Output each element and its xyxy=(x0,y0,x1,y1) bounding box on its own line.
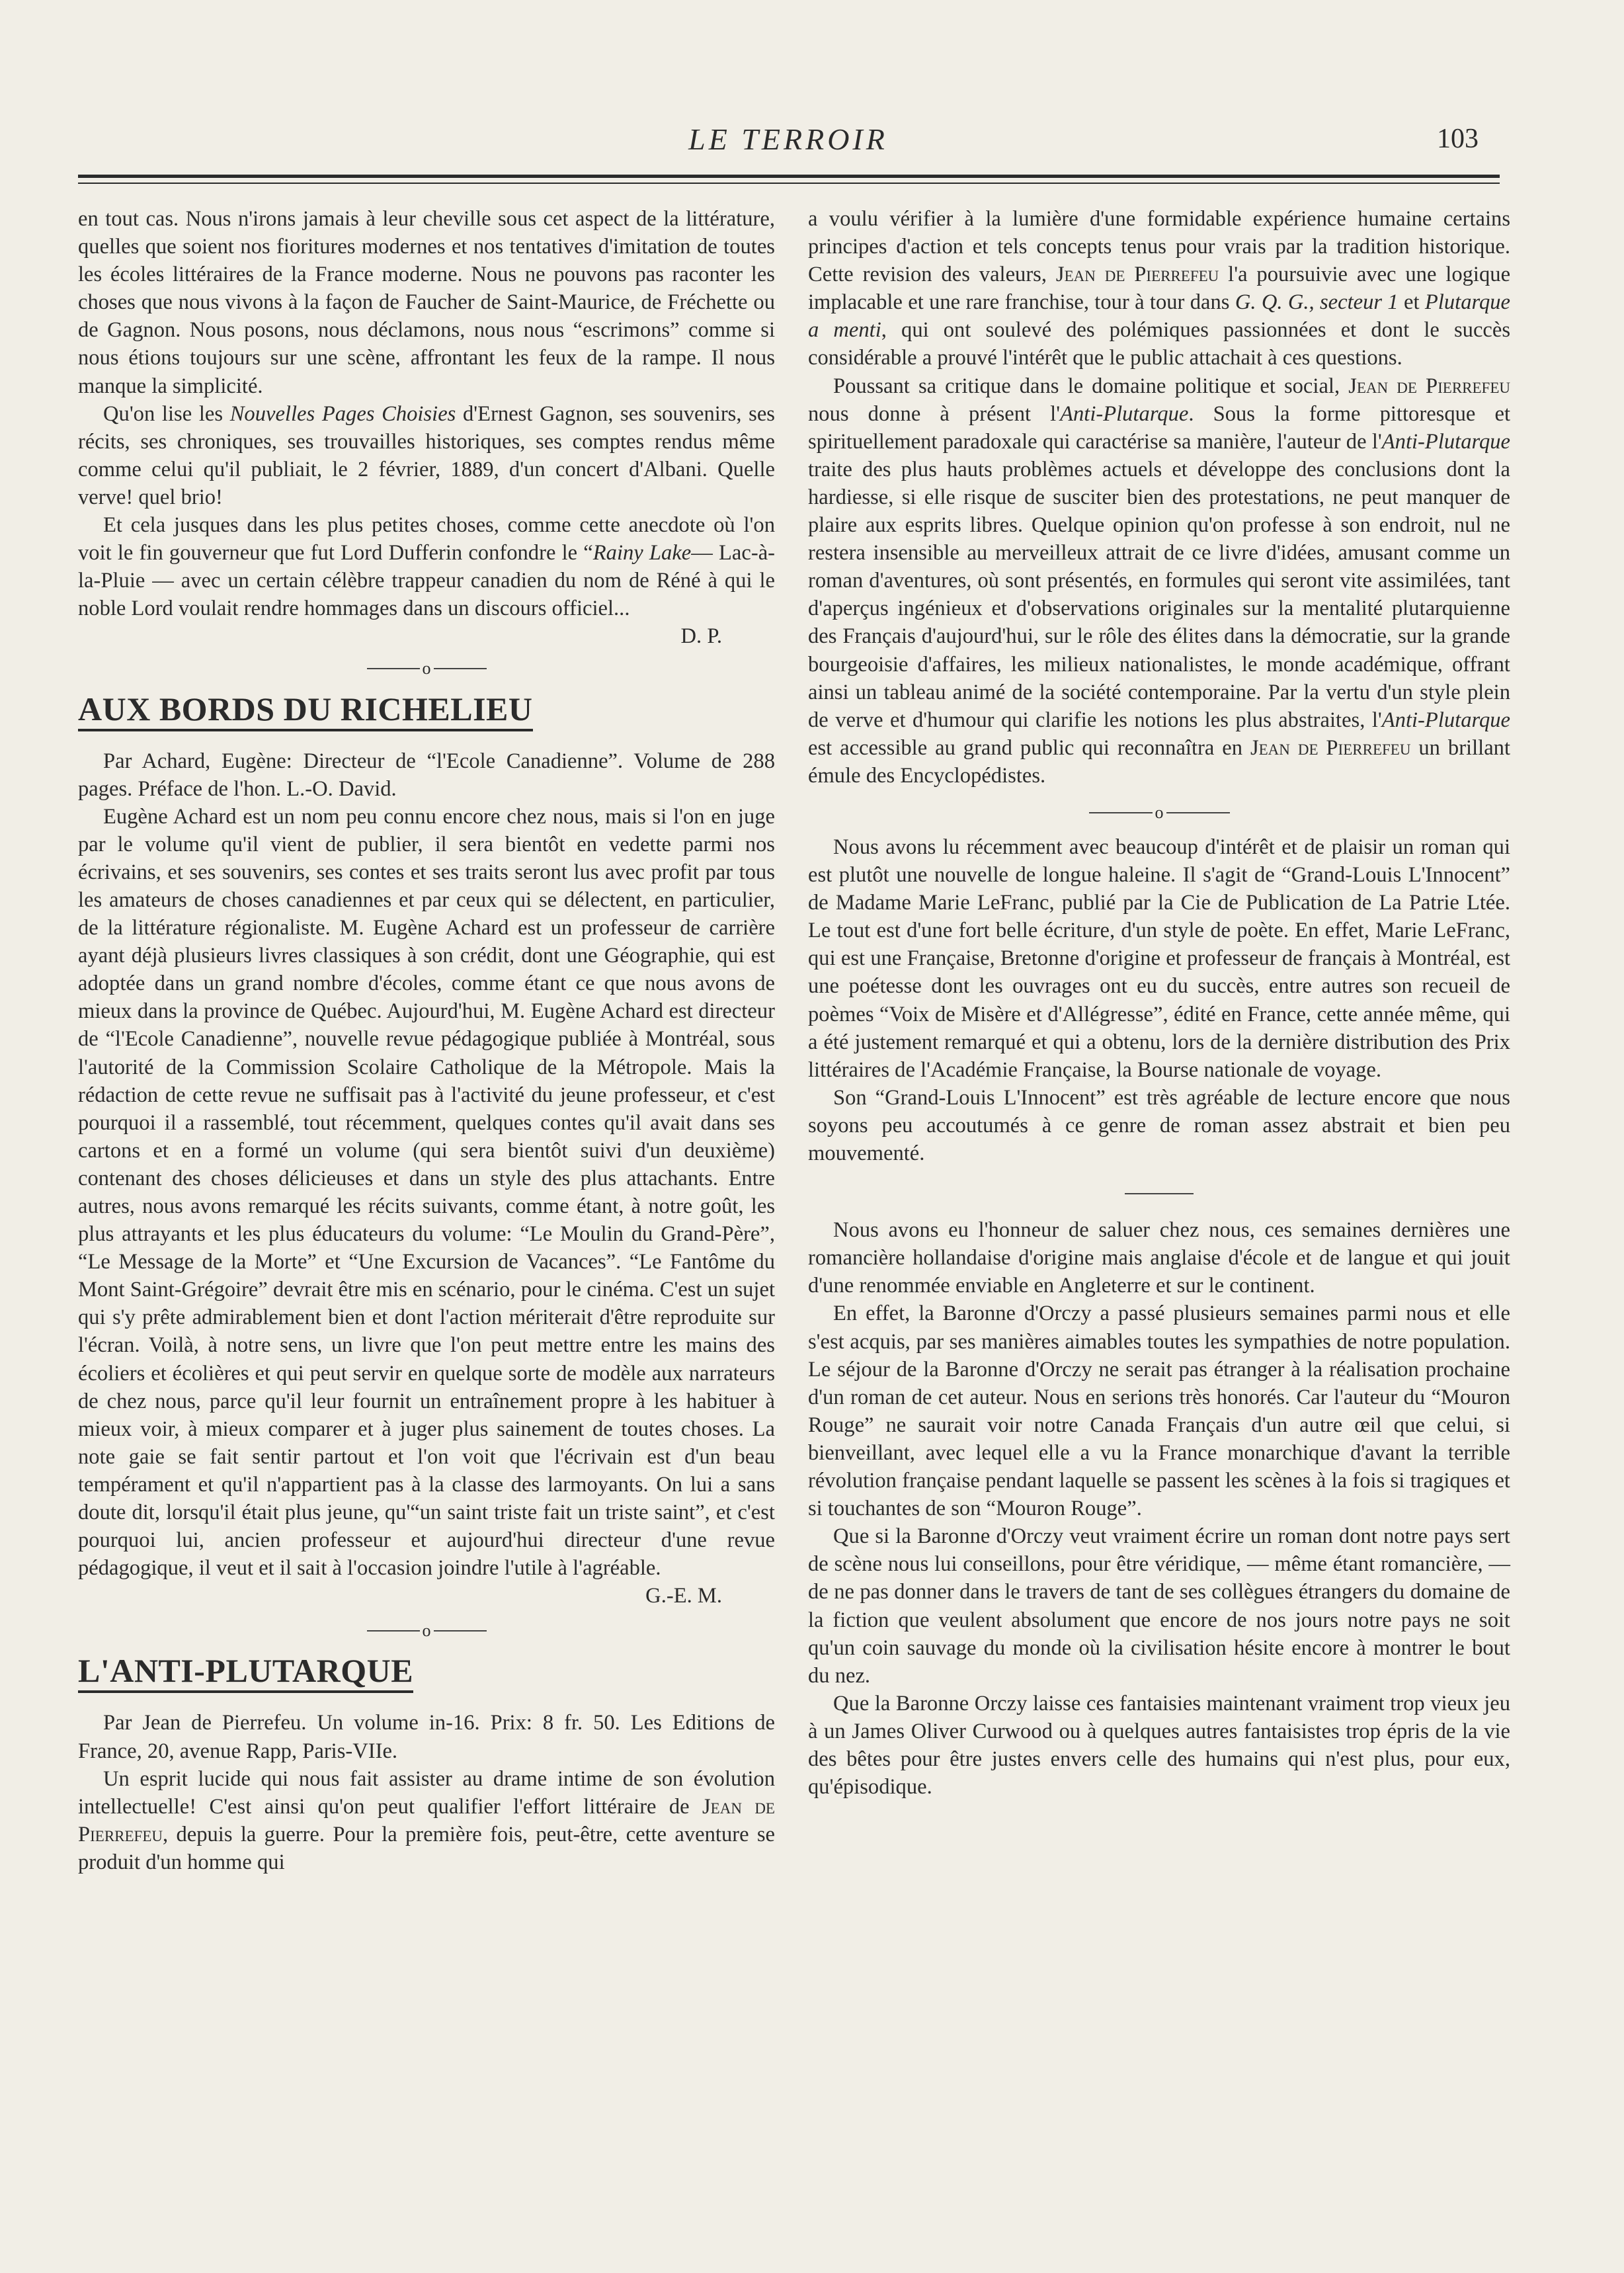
section-heading: AUX BORDS DU RICHELIEU xyxy=(78,690,533,731)
paragraph: Et cela jusques dans les plus petites choses, comme cette anecdote où l'on voit le fin gouverneur que fut Lord Dufferin confondre le “Rainy Lake— Lac-à-la-Pluie — avec un certain célèbre trappeur canadien du nom de Réné à qui le noble Lord voulait rendre hommages dans un discours officiel... xyxy=(78,513,776,621)
paragraph: Un esprit lucide qui nous fait assister au drame intime de son évolution intellectuelle! C'est ainsi qu'on peut qualifier l'effort littéraire de Jean de Pierrefeu, depuis la guerre. Pour la première fois, peut-être, cette aventure se produit d'un homme qui xyxy=(78,1766,775,1874)
section-separator xyxy=(808,1174,1510,1202)
page-number: 103 xyxy=(1437,124,1479,154)
section-heading: L'ANTI-PLUTARQUE xyxy=(78,1652,413,1693)
section-separator: o xyxy=(78,653,775,673)
author-name: Jean de Pierrefeu xyxy=(1250,735,1411,760)
author-name: Jean de Pierrefeu xyxy=(1348,374,1511,398)
signature: D. P. xyxy=(680,624,722,649)
book-title: Anti-Plutarque xyxy=(1381,429,1510,454)
book-title: Plutarque a menti xyxy=(808,290,1510,343)
book-title: Nouvelles Pages Choisies xyxy=(229,401,456,426)
paragraph: Son “Grand-Louis L'Innocent” est très agréable de lecture encore que nous soyons peu accoutumés à ce genre de roman assez abstrait et bien peu mouvementé. xyxy=(808,1085,1510,1165)
author-name: Jean de Pierrefeu xyxy=(78,1794,775,1846)
paragraph: En effet, la Baronne d'Orczy a passé plusieurs semaines parmi nous et elle s'est acquis, par ses manières aimables toutes les sympathies de notre population. Le séjour de la Baronne d'Orczy ne serait pas étranger à la réalisation prochaine d'un roman de cet auteur. Nous en serions très honorés. Car l'auteur du “Mouron Rouge” ne saurait voir notre Canada Français d'un autre œil que celui, si bienveillant, avec lequel elle a vu la France monarchique d'avant la terrible révolution française pendant laquelle se passent les scènes à la fois si tragiques et si touchantes de son “Mouron Rouge”. xyxy=(808,1302,1510,1521)
right-column xyxy=(808,205,1510,1801)
paragraph: Nous avons eu l'honneur de saluer chez nous, ces semaines dernières une romancière hollandaise d'origine mais anglaise d'école et de langue et qui jouit d'une renommée enviable en Angleterre et sur le continent. xyxy=(808,1218,1510,1298)
book-reference: Par Achard, Eugène: Directeur de “l'Ecole Canadienne”. Volume de 288 pages. Préface de l'hon. L.-O. David. xyxy=(78,749,775,801)
paragraph: Nous avons lu récemment avec beaucoup d'intérêt et de plaisir un roman qui est plutôt une nouvelle de longue haleine. Il s'agit de “Grand-Louis L'Innocent” de Madame Marie LeFranc, publié par la Cie de Publication de La Patrie Ltée. Le tout est d'une fort belle écriture, d'un style de poète. En effet, Marie LeFranc, qui est une Française, Bretonne d'origine et professeur de français à Montréal, est une poétesse dont les ouvrages ont eu du succès, entre autres son recueil de poèmes “Voix de Misère et d'Allégresse”, édité en France, cette année même, qui a été justement remarqué et qui a obtenu, lors de la dernière distribution des Prix littéraires de l'Académie Française, la Bourse nationale de voyage. xyxy=(808,835,1510,1082)
paragraph: Poussant sa critique dans le domaine politique et social, Jean de Pierrefeu nous donne à présent l'Anti-Plutarque. Sous la forme pittoresque et spirituellement paradoxale qui caractérise sa manière, l'auteur de l'Anti-Plutarque traite des plus hauts problèmes actuels et développe des conclusions dont la hardiesse, si elle risque de susciter bien des protestations, ne peut manquer de plaire aux esprits libres. Quelque opinion qu'on professe à son endroit, nul ne restera insensible au merveilleux attrait de ce livre d'idées, amusant comme un roman d'aventures, où sont présentés, en formules qui seront vite assimilées, tant d'aperçus ingénieux et d'observations originales sur la mentalité plutarquienne des Français d'aujourd'hui, sur le rôle des élites dans la démocratie, sur la grande bourgeoisie d'affaires, les milieux nationalistes, le monde académique, offrant ainsi un tableau animé de la société contemporaine. Par la vertu d'un style plein de verve et d'humour qui clarifie les notions les plus abstraites, l'Anti-Plutarque est accessible au grand public qui reconnaîtra en Jean de Pierrefeu un brillant émule des Encyclopédistes. xyxy=(808,374,1511,788)
paragraph: Eugène Achard est un nom peu connu encore chez nous, mais si l'on en juge par le volume qu'il vient de publier, il sera bientôt en vedette parmi nos écrivains, et ses souvenirs, ses contes et ses traits seront lus avec profit par tous les amateurs de choses canadiennes et par ceux qui se délectent, en particulier, de la littérature régionaliste. M. Eugène Achard est un professeur de carrière ayant déjà plusieurs livres classiques à son crédit, dont une Géographie, qui est adoptée dans un grand nombre d'écoles, comme étant ce que nous avons de mieux dans la province de Québec. Aujourd'hui, M. Eugène Achard est directeur de “l'Ecole Canadienne”, nouvelle revue pédagogique publiée à Montréal, sous l'autorité de la Commission Scolaire Catholique de la Métropole. Mais la rédaction de cette revue ne suffisait pas à l'activité du jeune professeur, et c'est pourquoi il a rassemblé, tout récemment, quelques contes qu'il avait dans ses cartons et en a formé un volume (qui sera bientôt suivi d'un deuxième) contenant des choses délicieuses et dans un style des plus attachants. Entre autres, nous avons remarqué les récits suivants, comme étant, à notre goût, les plus attrayants et les plus éducateurs du volume: “Le Moulin du Grand-Père”, “Le Message de la Morte” et “Une Excursion de Vacances”. “Le Fantôme du Mont Saint-Grégoire” devrait être mis en scénario, pour le cinéma. C'est un sujet qui s'y prête admirablement bien et dont l'action mériterait d'être reproduite sur l'écran. Voilà, à notre sens, un livre que l'on peut mettre entre les mains des écoliers et écolières et qui peut servir en quelque sorte de modèle aux narrateurs de chez nous, parce qu'il leur fournit un entraînement propre à les habituer à mieux voir, à mieux comparer et à juger plus sainement de toutes choses. La note gaie se fait sentir partout et l'on voit que l'écrivain est d'un beau tempérament et qu'il n'appartient pas à la classe des larmoyants. On lui a sans doute dit, lorsqu'il était plus jeune, qu'“un saint triste fait un triste saint”, et c'est pourquoi lui, ancien professeur et aujourd'hui directeur d'une revue pédagogique, il veut et il sait à l'occasion joindre l'utile à l'agréable. xyxy=(78,804,775,1581)
paragraph: Qu'on lise les Nouvelles Pages Choisies d'Ernest Gagnon, ses souvenirs, ses récits, ses chroniques, ses trouvailles historiques, ses comptes rendus même comme celui qu'il publiait, le 2 février, 1889, d'un concert d'Albani. Quelle verve! quel brio! xyxy=(78,401,775,509)
left-column xyxy=(78,205,775,1876)
paragraph: Que si la Baronne d'Orczy veut vraiment écrire un roman dont notre pays sert de scène nous lui conseillons, pour être véridique, — même étant romancière, — de ne pas donner dans le travers de tant de ses collègues étrangers du domaine de la fiction que veulent absolument que encore de nos jours notre pays ne soit qu'un coin sauvage du monde où la civilisation hésite encore à montrer le bout du nez. xyxy=(808,1524,1510,1688)
header-rule-bottom xyxy=(78,183,1500,184)
author-name: Jean de Pierrefeu xyxy=(1055,263,1219,287)
signature: G.-E. M. xyxy=(645,1584,722,1608)
book-title: Anti-Plutarque xyxy=(1381,708,1510,732)
book-title: Anti-Plutarque xyxy=(1060,401,1189,426)
header-rule-top xyxy=(78,175,1500,178)
section-separator: o xyxy=(78,1615,775,1635)
paragraph: Que la Baronne Orczy laisse ces fantaisies maintenant vraiment trop vieux jeu à un James Oliver Curwood ou à quelques autres fantaisistes trop épris de la vie des bêtes pour être justes envers celle des humains qui n'est plus, pour eux, qu'épisodique. xyxy=(808,1691,1510,1799)
paragraph: en tout cas. Nous n'irons jamais à leur cheville sous cet aspect de la littérature, quelles que soient nos fioritures modernes et nos tentatives d'imitation de toutes les écoles littéraires de la France moderne. Nous ne pouvons pas raconter les choses que nous vivons à la façon de Faucher de Saint-Maurice, de Fréchette ou de Gagnon. Nous posons, nous déclamons, nous nous “escrimons” comme si nous étions toujours sur une scène, affrontant les feux de la rampe. Il nous manque la simplicité. xyxy=(78,207,775,398)
book-title: G. Q. G., secteur 1 xyxy=(1235,290,1399,315)
section-separator: o xyxy=(808,798,1510,817)
running-header xyxy=(78,119,1498,159)
paragraph: a voulu vérifier à la lumière d'une formidable expérience humaine certains principes d'action et tels concepts tenus pour vrais par la tradition historique. Cette revision des valeurs, Jean de Pierrefeu l'a poursuivie avec une logique implacable et une rare franchise, tour à tour dans G. Q. G., secteur 1 et Plutarque a menti, qui ont soulevé des polémiques passionnées et dont le succès considérable a prouvé l'intérêt que le public attachait à ces questions. xyxy=(808,207,1511,370)
running-title: LE TERROIR xyxy=(688,122,888,156)
place-name: Rainy Lake xyxy=(592,541,692,565)
book-reference: Par Jean de Pierrefeu. Un volume in-16. Prix: 8 fr. 50. Les Editions de France, 20, avenue Rapp, Paris-VIIe. xyxy=(78,1711,775,1763)
